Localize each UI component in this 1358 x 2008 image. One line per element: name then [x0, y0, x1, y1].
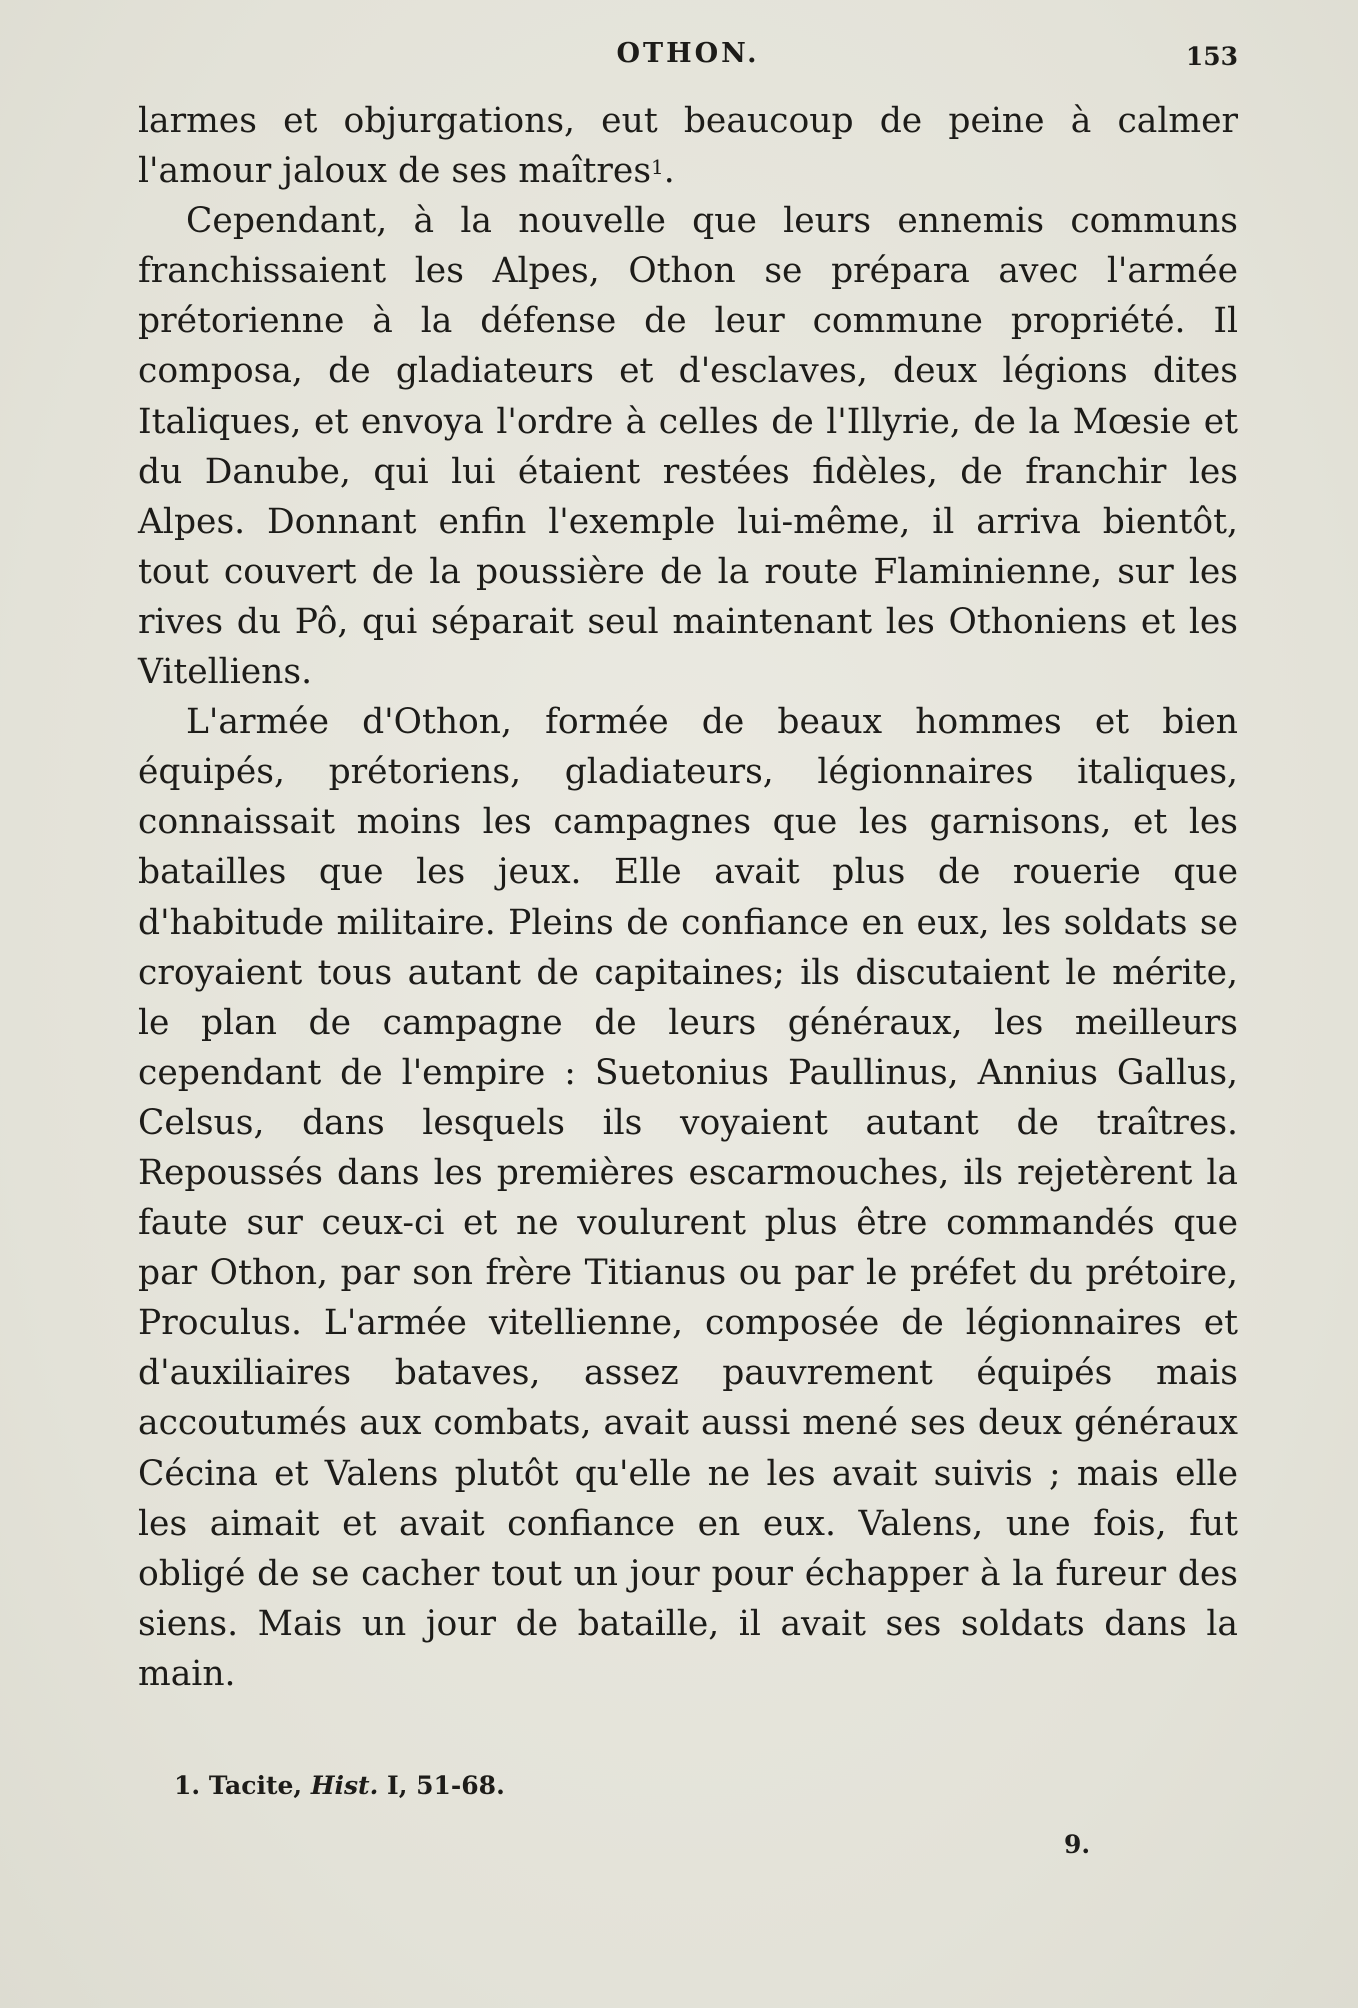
- footnote-reference: 1: [651, 155, 664, 180]
- footnote: [174, 1771, 1174, 1800]
- paragraph-text: larmes et objurgations, eut beaucoup de peine à calmer l'amour jaloux de ses maîtres: [138, 101, 1238, 192]
- paragraph-continuation: [138, 96, 1238, 196]
- footnote-author: Tacite,: [208, 1771, 303, 1800]
- footnote-number: 1.: [174, 1771, 201, 1800]
- paragraph: L'armée d'Othon, formée de beaux hommes et bien équipés, prétoriens, gladiateurs, légionnaires italiques, connaissait moins les campagnes que les garnisons, et les batailles que les jeux. Elle avait plus de rouerie que d'habitude militaire. Pleins de confiance en eux, les soldats se croyaient tous autant de capitaines; ils discutaient le mérite, le plan de campagne de leurs généraux, les meilleurs cependant de l'empire : Suetonius Paullinus, Annius Gallus, Celsus, dans lesquels ils voyaient autant de traîtres. Repoussés dans les premières escarmouches, ils rejetèrent la faute sur ceux-ci et ne voulurent plus être commandés que par Othon, par son frère Titianus ou par le préfet du prétoire, Proculus. L'armée vitellienne, composée de légionnaires et d'auxiliaires bataves, assez pauvrement équipés mais accoutumés aux combats, avait aussi mené ses deux généraux Cécina et Valens plutôt qu'elle ne les avait suivis ; mais elle les aimait et avait confiance en eux. Valens, une fois, fut obligé de se cacher tout un jour pour échapper à la fureur des siens. Mais un jour de bataille, il avait ses soldats dans la main.: [138, 702, 1238, 1694]
- body-text: [138, 96, 1238, 1699]
- running-title: OTHON.: [616, 38, 760, 69]
- paragraph: Cependant, à la nouvelle que leurs ennemis communs franchissaient les Alpes, Othon se prépara avec l'armée prétorienne à la défense de leur commune propriété. Il composa, de gladiateurs et d'esclaves, deux légions dites Italiques, et envoya l'ordre à celles de l'Illyrie, de la Mœsie et du Danube, qui lui étaient restées fidèles, de franchir les Alpes. Donnant enfin l'exemple lui-même, il arriva bientôt, tout couvert de la poussière de la route Flaminienne, sur les rives du Pô, qui séparait seul maintenant les Othoniens et les Vitelliens.: [138, 201, 1238, 693]
- footnote-work: Hist.: [310, 1771, 379, 1800]
- signature-mark: 9.: [1064, 1830, 1091, 1859]
- paragraph-end-punctuation: .: [663, 151, 675, 192]
- page-number: 153: [1185, 42, 1238, 71]
- footnote-reference-range: I, 51-68.: [387, 1771, 505, 1800]
- running-head: [138, 38, 1238, 78]
